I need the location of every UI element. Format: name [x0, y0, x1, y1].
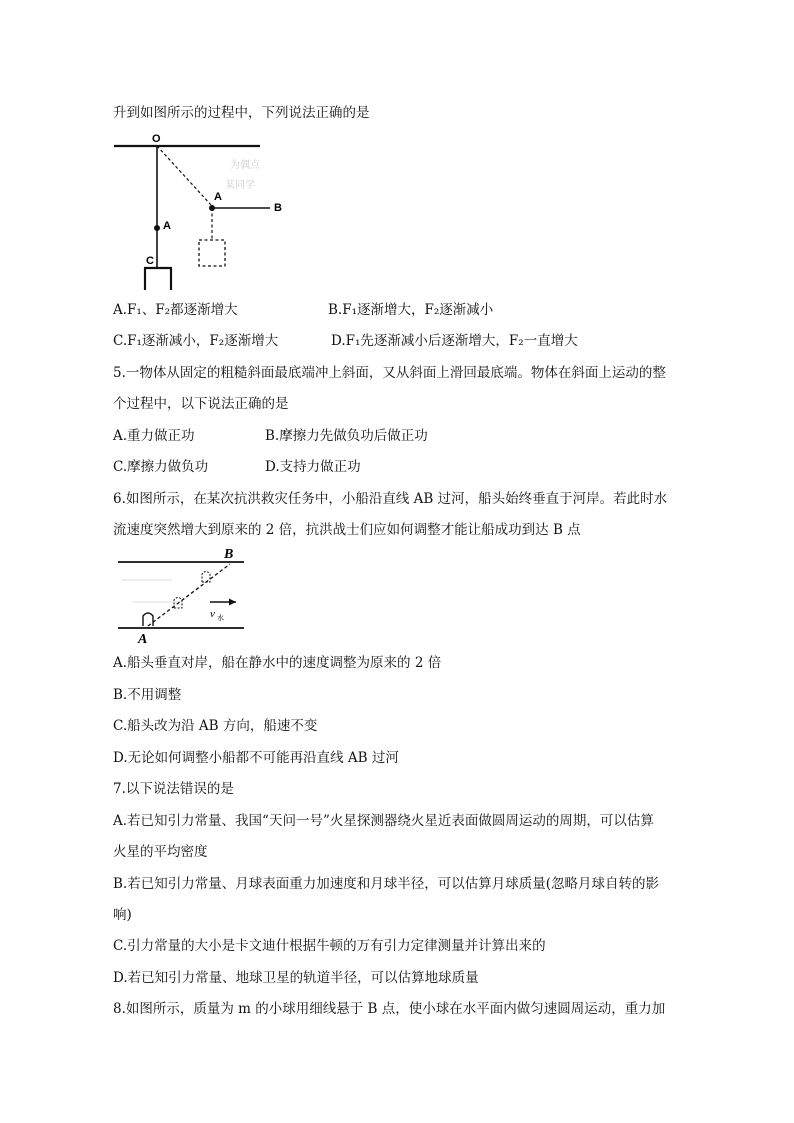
q7-option-c: C.引力常量的大小是卡文迪什根据牛顿的万有引力定律测量并计算出来的: [113, 938, 546, 954]
q4-stem-tail: 升到如图所示的过程中，下列说法正确的是: [113, 105, 370, 121]
q7-option-d: D.若已知引力常量、地球卫星的轨道半径，可以估算地球质量: [113, 970, 479, 986]
q8-stem-line1: 8.如图所示，质量为 m 的小球用细线悬于 B 点，使小球在水平面内做匀速圆周运动，重力加: [113, 1001, 666, 1017]
q5-stem-line2: 个过程中，以下说法正确的是: [113, 396, 289, 412]
q6-option-b: B.不用调整: [113, 687, 182, 703]
q4-option-c: C.F₁逐渐减小，F₂逐渐增大: [113, 333, 279, 349]
q4-label-C: C: [146, 255, 154, 267]
q6-figure: [112, 544, 252, 648]
q6-stem-line2: 流速度突然增大到原来的 2 倍，抗洪战士们应如何调整才能让船成功到达 B 点: [113, 522, 581, 538]
q6-stem-line1: 6.如图所示，在某次抗洪救灾任务中，小船沿直线 AB 过河，船头始终垂直于河岸。若此时水: [113, 491, 668, 507]
q6-option-d: D.无论如何调整小船都不可能再沿直线 AB 过河: [113, 750, 399, 766]
q7-option-a-line1: A.若已知引力常量、我国“天问一号”火星探测器绕火星近表面做圆周运动的周期，可以估算: [113, 813, 654, 829]
q4-label-B: B: [274, 202, 282, 214]
q4-figure: [110, 128, 290, 298]
q5-option-c: C.摩擦力做负功: [113, 459, 209, 475]
q6-label-v: v: [210, 608, 215, 620]
q6-option-c: C.船头改为沿 AB 方向，船速不变: [113, 718, 318, 734]
q7-option-a-line2: 火星的平均密度: [113, 844, 208, 860]
svg-text:为偶点: 为偶点: [230, 160, 260, 171]
q4-label-O: O: [152, 133, 161, 145]
q4-label-A2: A: [214, 191, 222, 203]
q7-stem: 7.以下说法错误的是: [113, 781, 234, 797]
q7-option-b-line1: B.若已知引力常量、月球表面重力加速度和月球半径，可以估算月球质量(忽略月球自转的影: [113, 876, 659, 892]
q5-option-b: B.摩擦力先做负功后做正功: [265, 428, 428, 444]
q4-label-A1: A: [163, 220, 171, 232]
q5-option-a: A.重力做正功: [113, 428, 195, 444]
q6-label-B: B: [224, 547, 234, 562]
q5-option-d: D.支持力做正功: [265, 459, 361, 475]
q4-option-b: B.F₁逐渐增大，F₂逐渐减小: [328, 302, 494, 318]
q4-option-d: D.F₁先逐渐减小后逐渐增大，F₂一直增大: [331, 333, 578, 349]
svg-text:某同学: 某同学: [225, 180, 255, 191]
q5-stem-line1: 5.一物体从固定的粗糙斜面最底端冲上斜面，又从斜面上滑回最底端。物体在斜面上运动的整: [113, 365, 666, 381]
q6-label-v-sub: 水: [217, 614, 224, 622]
q6-label-A: A: [138, 632, 148, 647]
q7-option-b-line2: 响): [113, 907, 132, 923]
q6-option-a: A.船头垂直对岸，船在静水中的速度调整为原来的 2 倍: [113, 655, 442, 671]
q4-option-a: A.F₁、F₂都逐渐增大: [113, 302, 238, 318]
